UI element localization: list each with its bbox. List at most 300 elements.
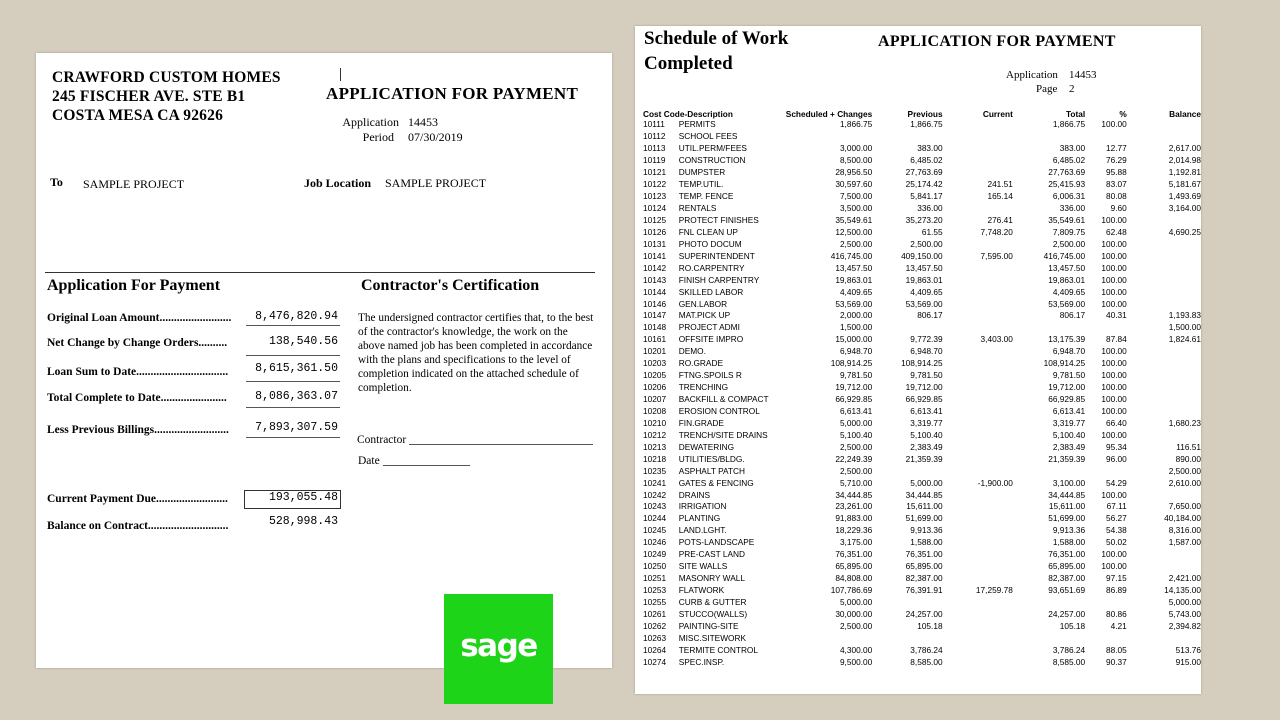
table-row bbox=[643, 286, 1201, 298]
cost-code-cell: 10142 bbox=[643, 262, 667, 273]
current-amount-cell bbox=[943, 417, 1013, 429]
table-row bbox=[643, 119, 1201, 131]
cost-code-cell: 10253 bbox=[643, 585, 667, 596]
balance-amount-cell bbox=[1127, 561, 1201, 573]
cost-code-cell: 10262 bbox=[643, 620, 667, 631]
previous-amount-cell: 2,383.49 bbox=[910, 441, 943, 452]
previous-amount-cell: 6,613.41 bbox=[910, 405, 943, 416]
description-cell: DEMO. bbox=[678, 346, 706, 357]
period-value: 07/30/2019 bbox=[408, 130, 463, 144]
cost-code-cell: 10255 bbox=[643, 596, 667, 607]
current-amount-cell bbox=[943, 286, 1013, 298]
balance-amount-cell bbox=[1127, 119, 1201, 131]
percent-complete-cell: 12.77 bbox=[1106, 143, 1127, 154]
description-cell: SUPERINTENDENT bbox=[678, 250, 755, 261]
current-amount-cell: 276.41 bbox=[987, 214, 1013, 225]
description-cell: TRENCHING bbox=[678, 382, 729, 393]
current-amount-cell bbox=[943, 549, 1013, 561]
previous-amount-cell: 1,588.00 bbox=[910, 537, 943, 548]
table-row bbox=[643, 262, 1201, 274]
current-amount-cell bbox=[943, 346, 1013, 358]
table-row bbox=[643, 382, 1201, 394]
balance-amount-cell bbox=[1127, 286, 1201, 298]
current-amount-cell bbox=[943, 644, 1013, 656]
previous-amount-cell: 19,712.00 bbox=[905, 382, 943, 393]
scheduled-amount-cell: 91,883.00 bbox=[835, 513, 873, 524]
description-cell: SPEC.INSP. bbox=[678, 656, 725, 667]
scheduled-amount-cell: 5,100.40 bbox=[839, 429, 873, 440]
balance-amount-cell bbox=[1127, 250, 1201, 262]
total-amount-cell: 15,611.00 bbox=[1048, 501, 1086, 512]
scheduled-amount-cell: 1,500.00 bbox=[839, 322, 873, 333]
current-amount-cell bbox=[943, 358, 1013, 370]
current-amount-cell: 3,403.00 bbox=[980, 334, 1013, 345]
cost-code-cell: 10148 bbox=[643, 322, 667, 333]
current-amount-cell bbox=[943, 238, 1013, 250]
scheduled-amount-cell bbox=[769, 632, 873, 644]
table-row bbox=[643, 525, 1201, 537]
description-cell: TRENCH/SITE DRAINS bbox=[678, 429, 768, 440]
balance-amount-cell: 915.00 bbox=[1175, 656, 1201, 667]
cost-code-cell: 10235 bbox=[643, 465, 667, 476]
previous-amount-cell: 8,585.00 bbox=[910, 656, 943, 667]
percent-complete-cell: 80.08 bbox=[1106, 191, 1127, 202]
cost-code-cell: 10131 bbox=[643, 238, 667, 249]
description-cell: PHOTO DOCUM bbox=[678, 238, 742, 249]
current-amount-cell bbox=[943, 119, 1013, 131]
description-cell: DEWATERING bbox=[678, 441, 735, 452]
table-row bbox=[643, 417, 1201, 429]
balance-amount-cell bbox=[1127, 274, 1201, 286]
description-cell: SCHOOL FEES bbox=[678, 131, 738, 142]
balance-amount-cell bbox=[1127, 370, 1201, 382]
balance-amount-cell bbox=[1127, 382, 1201, 394]
percent-complete-cell: 100.00 bbox=[1101, 429, 1127, 440]
current-amount-cell: 17,259.78 bbox=[975, 585, 1013, 596]
description-cell: FTNG.SPOILS R bbox=[678, 370, 742, 381]
balance-amount-cell bbox=[1127, 429, 1201, 441]
current-amount-cell: 241.51 bbox=[987, 179, 1013, 190]
previous-amount-cell: 19,863.01 bbox=[905, 274, 943, 285]
total-amount-cell: 21,359.39 bbox=[1048, 453, 1086, 464]
company-city: COSTA MESA CA 92626 bbox=[52, 107, 224, 124]
balance-amount-cell: 2,394.82 bbox=[1168, 620, 1201, 631]
table-row bbox=[643, 215, 1201, 227]
percent-complete-cell: 100.00 bbox=[1101, 382, 1127, 393]
description-cell: CURB & GUTTER bbox=[678, 596, 747, 607]
page-label: Page bbox=[1036, 83, 1058, 95]
table-row bbox=[643, 585, 1201, 597]
previous-amount-cell: 2,500.00 bbox=[910, 238, 943, 249]
application-number: 14453 bbox=[408, 115, 438, 129]
description-cell: TEMP. FENCE bbox=[678, 191, 734, 202]
total-complete-value: 8,086,363.07 bbox=[255, 390, 338, 403]
col-previous: Previous bbox=[907, 108, 943, 119]
balance-amount-cell bbox=[1127, 489, 1201, 501]
balance-amount-cell: 2,421.00 bbox=[1168, 573, 1201, 584]
scheduled-amount-cell: 2,500.00 bbox=[839, 620, 873, 631]
current-amount-cell bbox=[943, 441, 1013, 453]
scheduled-amount-cell: 19,863.01 bbox=[835, 274, 873, 285]
current-amount-cell bbox=[943, 453, 1013, 465]
description-cell: GATES & FENCING bbox=[678, 477, 754, 488]
loan-sum-label: Loan Sum to Date................................ bbox=[47, 366, 229, 378]
description-cell: FIN.GRADE bbox=[678, 417, 724, 428]
total-amount-cell: 9,781.50 bbox=[1052, 370, 1086, 381]
current-amount-cell bbox=[943, 597, 1013, 609]
current-amount-cell bbox=[943, 537, 1013, 549]
schedule-header-row bbox=[643, 108, 1201, 119]
scheduled-amount-cell: 23,261.00 bbox=[835, 501, 873, 512]
table-row bbox=[643, 155, 1201, 167]
sage-logo-text: sage bbox=[460, 628, 537, 664]
percent-complete-cell: 100.00 bbox=[1101, 561, 1127, 572]
percent-complete-cell: 76.29 bbox=[1106, 155, 1127, 166]
cost-code-cell: 10112 bbox=[643, 131, 666, 142]
job-location-label: Job Location bbox=[304, 176, 372, 190]
total-amount-cell: 1,588.00 bbox=[1052, 537, 1086, 548]
balance-amount-cell: 2,610.00 bbox=[1168, 477, 1201, 488]
previous-amount-cell: 25,174.42 bbox=[905, 179, 943, 190]
scheduled-amount-cell: 13,457.50 bbox=[835, 262, 873, 273]
scheduled-amount-cell: 3,500.00 bbox=[839, 203, 873, 214]
total-amount-cell: 25,415.93 bbox=[1048, 179, 1086, 190]
current-amount-cell bbox=[943, 155, 1013, 167]
description-cell: TERMITE CONTROL bbox=[678, 644, 759, 655]
cost-code-cell: 10113 bbox=[643, 143, 666, 154]
previous-amount-cell: 15,611.00 bbox=[906, 501, 943, 512]
current-amount-cell bbox=[943, 203, 1013, 215]
description-cell: PROJECT ADMI bbox=[678, 322, 740, 333]
percent-complete-cell bbox=[1085, 465, 1127, 477]
table-row bbox=[643, 406, 1201, 418]
contractor-signature-line bbox=[409, 444, 593, 445]
document-title: APPLICATION FOR PAYMENT bbox=[878, 33, 1116, 50]
previous-amount-cell: 409,150.00 bbox=[901, 250, 943, 261]
cost-code-cell: 10207 bbox=[643, 394, 667, 405]
to-label: To bbox=[50, 175, 63, 189]
table-row bbox=[643, 608, 1201, 620]
current-amount-cell bbox=[943, 406, 1013, 418]
description-cell: PLANTING bbox=[678, 513, 721, 524]
previous-amount-cell bbox=[872, 465, 942, 477]
description-cell: MAT.PICK UP bbox=[678, 310, 731, 321]
total-amount-cell: 6,006.31 bbox=[1052, 191, 1086, 202]
previous-amount-cell: 51,699.00 bbox=[905, 513, 943, 524]
cost-code-cell: 10263 bbox=[643, 632, 667, 643]
total-amount-cell: 336.00 bbox=[1059, 203, 1086, 214]
percent-complete-cell: 80.86 bbox=[1106, 608, 1127, 619]
total-amount-cell bbox=[1013, 632, 1085, 644]
percent-complete-cell: 95.88 bbox=[1106, 167, 1127, 178]
scheduled-amount-cell: 22,249.39 bbox=[835, 453, 873, 464]
cost-code-cell: 10210 bbox=[643, 417, 667, 428]
description-cell: FINISH CARPENTRY bbox=[678, 274, 760, 285]
previous-amount-cell: 1,866.75 bbox=[910, 119, 943, 130]
previous-amount-cell: 4,409.65 bbox=[910, 286, 943, 297]
percent-complete-cell: 95.34 bbox=[1106, 441, 1127, 452]
balance-amount-cell: 4,690.25 bbox=[1168, 226, 1201, 237]
percent-complete-cell: 100.00 bbox=[1101, 358, 1127, 369]
col-balance: Balance bbox=[1169, 108, 1201, 119]
current-amount-cell bbox=[943, 143, 1013, 155]
percent-complete-cell: 100.00 bbox=[1101, 346, 1127, 357]
description-cell: FLATWORK bbox=[678, 585, 725, 596]
current-amount-cell bbox=[943, 429, 1013, 441]
percent-complete-cell: 4.21 bbox=[1110, 620, 1127, 631]
table-row bbox=[643, 632, 1201, 644]
scheduled-amount-cell: 76,351.00 bbox=[835, 549, 873, 560]
total-amount-cell: 3,100.00 bbox=[1052, 477, 1086, 488]
description-cell: PAINTING-SITE bbox=[678, 620, 739, 631]
description-cell: BACKFILL & COMPACT bbox=[678, 394, 769, 405]
total-amount-cell: 2,500.00 bbox=[1052, 238, 1086, 249]
total-amount-cell: 806.17 bbox=[1059, 310, 1086, 321]
scheduled-amount-cell: 6,613.41 bbox=[839, 405, 873, 416]
balance-contract-label: Balance on Contract............................ bbox=[47, 520, 229, 532]
description-cell: UTILITIES/BLDG. bbox=[678, 453, 745, 464]
balance-amount-cell: 5,743.00 bbox=[1168, 608, 1201, 619]
cost-code-cell: 10124 bbox=[643, 203, 667, 214]
current-amount-cell: 7,748.20 bbox=[980, 226, 1013, 237]
previous-amount-cell: 9,772.39 bbox=[910, 334, 943, 345]
percent-complete-cell: 100.00 bbox=[1101, 370, 1127, 381]
table-row bbox=[643, 477, 1201, 489]
original-loan-label: Original Loan Amount......................... bbox=[47, 312, 232, 324]
scheduled-amount-cell: 107,786.69 bbox=[830, 585, 873, 596]
loan-sum-value: 8,615,361.50 bbox=[255, 362, 338, 375]
cost-code-cell: 10208 bbox=[643, 405, 667, 416]
balance-amount-cell bbox=[1127, 346, 1201, 358]
previous-amount-cell: 383.00 bbox=[917, 143, 943, 154]
description-cell: POTS-LANDSCAPE bbox=[678, 537, 755, 548]
table-row bbox=[643, 489, 1201, 501]
schedule-of-work-sheet bbox=[635, 26, 1201, 694]
scheduled-amount-cell: 3,175.00 bbox=[839, 537, 873, 548]
current-amount-cell bbox=[943, 370, 1013, 382]
schedule-body bbox=[643, 119, 1201, 668]
description-cell: SKILLED LABOR bbox=[678, 286, 744, 297]
scheduled-amount-cell: 15,000.00 bbox=[835, 334, 873, 345]
percent-complete-cell: 62.48 bbox=[1106, 226, 1127, 237]
amount-underline bbox=[246, 355, 340, 356]
current-amount-cell bbox=[943, 608, 1013, 620]
cost-code-cell: 10261 bbox=[643, 608, 667, 619]
to-value: SAMPLE PROJECT bbox=[83, 177, 185, 191]
total-amount-cell: 105.18 bbox=[1059, 620, 1086, 631]
cost-code-cell: 10250 bbox=[643, 561, 667, 572]
total-amount-cell: 4,409.65 bbox=[1052, 286, 1086, 297]
description-cell: PROTECT FINISHES bbox=[678, 214, 759, 225]
table-row bbox=[643, 561, 1201, 573]
table-row bbox=[643, 274, 1201, 286]
previous-amount-cell: 61.55 bbox=[921, 226, 943, 237]
balance-amount-cell: 3,164.00 bbox=[1168, 203, 1201, 214]
col-cost-code: Cost Code-Description bbox=[643, 108, 733, 119]
balance-amount-cell: 5,000.00 bbox=[1168, 596, 1201, 607]
balance-amount-cell: 2,500.00 bbox=[1168, 465, 1201, 476]
percent-complete-cell: 100.00 bbox=[1101, 250, 1127, 261]
balance-amount-cell: 8,316.00 bbox=[1168, 525, 1201, 536]
previous-billings-label: Less Previous Billings.......................... bbox=[47, 424, 229, 436]
total-amount-cell: 2,383.49 bbox=[1052, 441, 1086, 452]
current-amount-cell bbox=[943, 274, 1013, 286]
current-amount-cell bbox=[943, 573, 1013, 585]
certification-text: The undersigned contractor certifies that, to the best of the contractor's knowledge, the work on the above named job has been completed in accordance with the plans and specifications to the level of completion indicated on the attached schedule of completion. bbox=[358, 312, 594, 394]
percent-complete-cell: 66.40 bbox=[1106, 417, 1127, 428]
cost-code-cell: 10246 bbox=[643, 537, 667, 548]
balance-amount-cell: 40,184.00 bbox=[1164, 513, 1201, 524]
table-row bbox=[643, 203, 1201, 215]
total-amount-cell: 383.00 bbox=[1059, 143, 1086, 154]
balance-amount-cell bbox=[1127, 131, 1201, 143]
balance-amount-cell: 1,824.61 bbox=[1168, 334, 1201, 345]
percent-complete-cell: 100.00 bbox=[1101, 286, 1127, 297]
cost-code-cell: 10203 bbox=[643, 358, 667, 369]
current-amount-cell bbox=[943, 561, 1013, 573]
percent-complete-cell: 54.38 bbox=[1106, 525, 1127, 536]
section-payment-heading: Application For Payment bbox=[47, 277, 221, 294]
scheduled-amount-cell: 19,712.00 bbox=[835, 382, 873, 393]
cost-code-cell: 10264 bbox=[643, 644, 667, 655]
table-row bbox=[643, 131, 1201, 143]
scheduled-amount-cell: 1,866.75 bbox=[839, 119, 873, 130]
col-current: Current bbox=[982, 108, 1013, 119]
scheduled-amount-cell: 5,000.00 bbox=[839, 417, 873, 428]
cost-code-cell: 10212 bbox=[643, 429, 667, 440]
percent-complete-cell bbox=[1085, 632, 1127, 644]
previous-amount-cell: 9,781.50 bbox=[910, 370, 943, 381]
description-cell: FNL CLEAN UP bbox=[678, 226, 738, 237]
table-row bbox=[643, 441, 1201, 453]
percent-complete-cell: 56.27 bbox=[1106, 513, 1127, 524]
current-amount-cell bbox=[943, 167, 1013, 179]
balance-amount-cell bbox=[1127, 238, 1201, 250]
description-cell: RO.CARPENTRY bbox=[678, 262, 745, 273]
date-label: Date bbox=[358, 455, 380, 467]
previous-amount-cell: 806.17 bbox=[917, 310, 943, 321]
table-row bbox=[643, 310, 1201, 322]
cost-code-cell: 10125 bbox=[643, 214, 667, 225]
previous-amount-cell: 34,444.85 bbox=[905, 489, 943, 500]
table-row bbox=[643, 250, 1201, 262]
cost-code-cell: 10119 bbox=[643, 155, 666, 166]
scheduled-amount-cell: 66,929.85 bbox=[835, 394, 873, 405]
total-amount-cell: 65,895.00 bbox=[1048, 561, 1086, 572]
scheduled-amount-cell: 65,895.00 bbox=[835, 561, 873, 572]
cost-code-cell: 10111 bbox=[643, 119, 665, 130]
previous-billings-value: 7,893,307.59 bbox=[255, 421, 338, 434]
balance-amount-cell: 2,014.98 bbox=[1168, 155, 1201, 166]
percent-complete-cell: 100.00 bbox=[1101, 119, 1127, 130]
table-row bbox=[643, 573, 1201, 585]
total-amount-cell: 51,699.00 bbox=[1048, 513, 1086, 524]
table-row bbox=[643, 167, 1201, 179]
cost-code-cell: 10121 bbox=[643, 167, 667, 178]
current-amount-cell bbox=[943, 513, 1013, 525]
table-row bbox=[643, 358, 1201, 370]
cost-code-cell: 10206 bbox=[643, 382, 667, 393]
scheduled-amount-cell: 7,500.00 bbox=[839, 191, 873, 202]
table-row bbox=[643, 620, 1201, 632]
current-amount-cell bbox=[943, 322, 1013, 334]
total-amount-cell: 35,549.61 bbox=[1048, 214, 1086, 225]
description-cell: ASPHALT PATCH bbox=[678, 465, 745, 476]
table-row bbox=[643, 501, 1201, 513]
original-loan-value: 8,476,820.94 bbox=[255, 310, 338, 323]
previous-amount-cell: 5,100.40 bbox=[910, 429, 943, 440]
description-cell: TEMP.UTIL. bbox=[678, 179, 724, 190]
change-orders-value: 138,540.56 bbox=[268, 335, 338, 348]
previous-amount-cell: 76,391.91 bbox=[905, 585, 943, 596]
previous-amount-cell: 27,763.69 bbox=[905, 167, 943, 178]
percent-complete-cell: 54.29 bbox=[1106, 477, 1127, 488]
scheduled-amount-cell: 3,000.00 bbox=[839, 143, 873, 154]
percent-complete-cell bbox=[1085, 131, 1127, 143]
percent-complete-cell: 100.00 bbox=[1101, 489, 1127, 500]
total-amount-cell bbox=[1013, 131, 1085, 143]
amount-underline bbox=[246, 437, 340, 438]
percent-complete-cell: 100.00 bbox=[1101, 394, 1127, 405]
cost-code-cell: 10147 bbox=[643, 310, 667, 321]
percent-complete-cell: 97.15 bbox=[1106, 573, 1127, 584]
total-amount-cell: 27,763.69 bbox=[1048, 167, 1086, 178]
description-cell: PERMITS bbox=[678, 119, 716, 130]
table-row bbox=[643, 465, 1201, 477]
percent-complete-cell bbox=[1085, 597, 1127, 609]
document-title: APPLICATION FOR PAYMENT bbox=[326, 84, 579, 103]
amount-underline bbox=[246, 407, 340, 408]
description-cell: MISC.SITEWORK bbox=[678, 632, 747, 643]
table-row bbox=[643, 644, 1201, 656]
date-signature-line bbox=[383, 465, 470, 466]
scheduled-amount-cell: 53,569.00 bbox=[835, 298, 873, 309]
balance-amount-cell bbox=[1127, 406, 1201, 418]
job-location-value: SAMPLE PROJECT bbox=[385, 176, 487, 190]
scheduled-amount-cell: 5,000.00 bbox=[839, 596, 873, 607]
scheduled-amount-cell: 30,597.60 bbox=[835, 179, 873, 190]
total-amount-cell bbox=[1013, 465, 1085, 477]
current-payment-label: Current Payment Due......................... bbox=[47, 493, 228, 505]
current-amount-cell bbox=[943, 298, 1013, 310]
description-cell: RO.GRADE bbox=[678, 358, 723, 369]
total-amount-cell: 66,929.85 bbox=[1048, 394, 1086, 405]
cost-code-cell: 10251 bbox=[643, 573, 667, 584]
current-amount-cell bbox=[943, 131, 1013, 143]
previous-amount-cell: 105.18 bbox=[917, 620, 943, 631]
scheduled-amount-cell: 2,500.00 bbox=[839, 238, 873, 249]
cost-code-cell: 10249 bbox=[643, 549, 667, 560]
table-row bbox=[643, 346, 1201, 358]
total-amount-cell: 13,457.50 bbox=[1048, 262, 1086, 273]
total-amount-cell: 93,651.69 bbox=[1048, 585, 1086, 596]
table-row bbox=[643, 453, 1201, 465]
application-summary-sheet bbox=[36, 53, 612, 668]
percent-complete-cell: 100.00 bbox=[1101, 405, 1127, 416]
schedule-heading-line2: Completed bbox=[644, 53, 733, 74]
scheduled-amount-cell: 30,000.00 bbox=[835, 608, 873, 619]
description-cell: GEN.LABOR bbox=[678, 298, 728, 309]
description-cell: IRRIGATION bbox=[678, 501, 727, 512]
percent-complete-cell: 83.07 bbox=[1106, 179, 1127, 190]
total-amount-cell: 76,351.00 bbox=[1048, 549, 1086, 560]
balance-amount-cell: 513.76 bbox=[1175, 644, 1201, 655]
cost-code-cell: 10213 bbox=[643, 441, 667, 452]
balance-contract-value: 528,998.43 bbox=[268, 515, 338, 528]
table-row bbox=[643, 429, 1201, 441]
schedule-heading-line1: Schedule of Work bbox=[644, 28, 789, 49]
percent-complete-cell: 9.60 bbox=[1110, 203, 1127, 214]
